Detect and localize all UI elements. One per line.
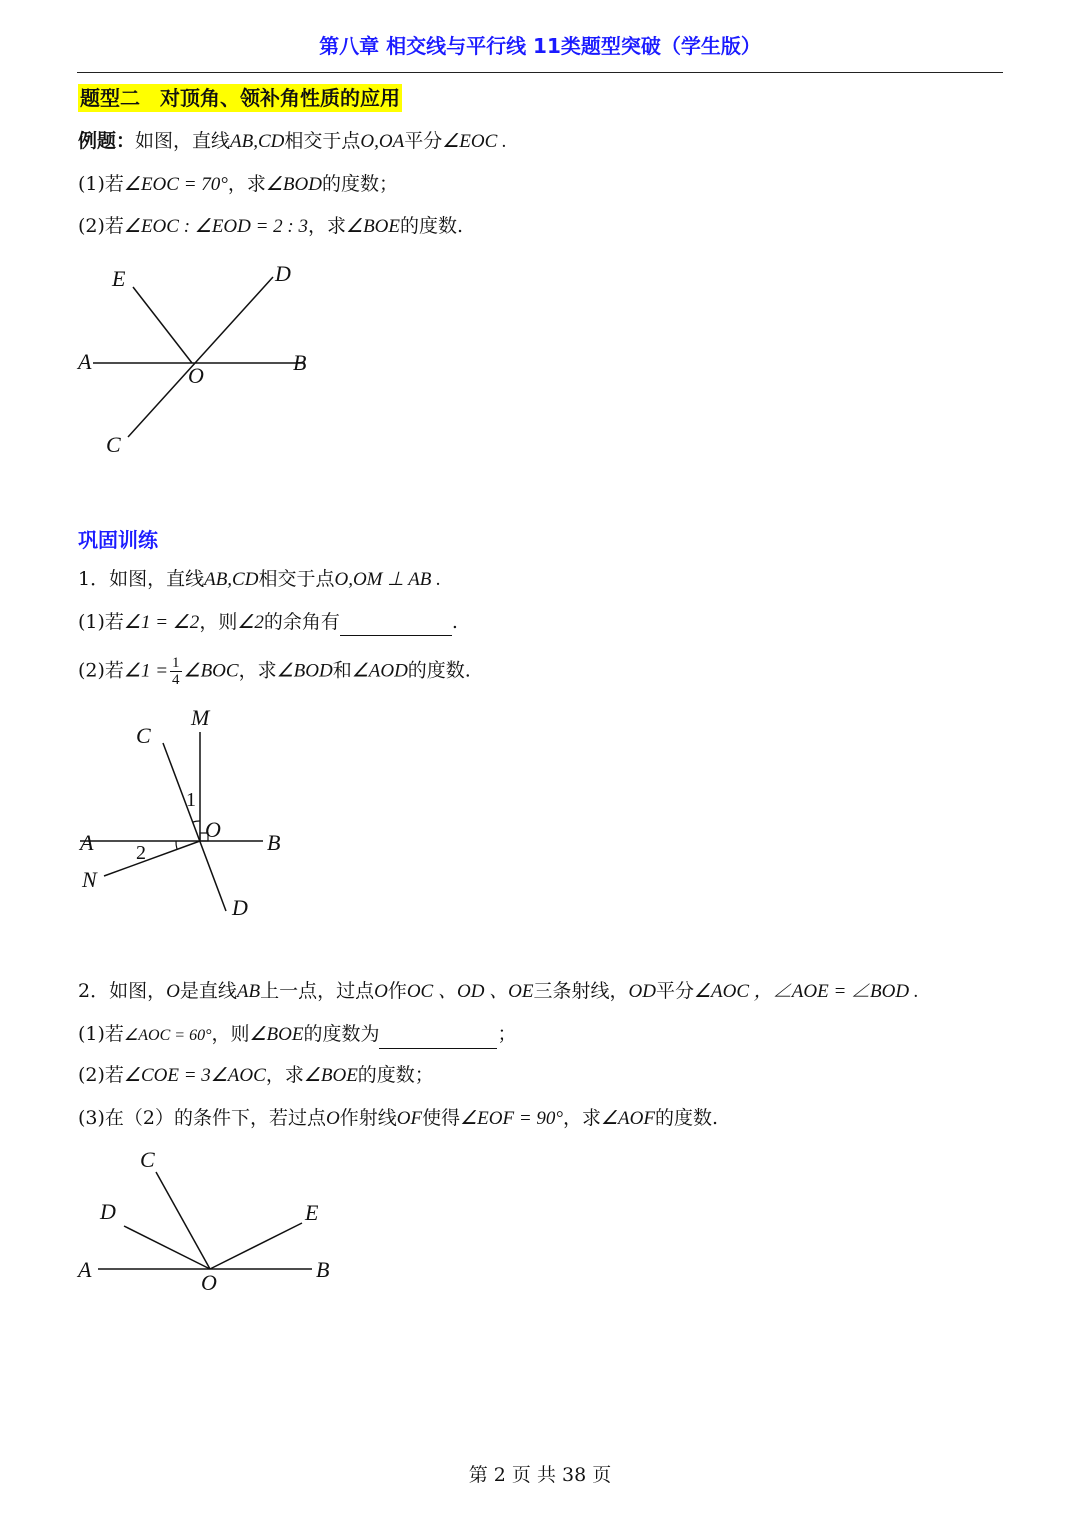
text: ，求	[227, 173, 266, 195]
label-b: B	[267, 830, 281, 855]
ray-oe	[210, 1223, 302, 1269]
fraction-one-quarter	[170, 655, 182, 688]
ray-oc	[156, 1172, 210, 1269]
header-divider	[77, 72, 1003, 73]
math: ∠AOC ，∠AOE = ∠BOD .	[693, 981, 919, 1002]
text: 使得	[422, 1107, 461, 1129]
math: ∠AOF	[601, 1108, 655, 1129]
problem-1-question-2	[78, 655, 471, 688]
label-a: A	[80, 830, 94, 855]
math: ∠EOF = 90°	[460, 1108, 563, 1129]
label-c: C	[106, 432, 121, 457]
example-figure	[60, 250, 360, 470]
problem-2-question-1	[78, 1021, 516, 1049]
label-b: B	[316, 1257, 330, 1282]
problem-1-stem	[78, 566, 441, 593]
text: 如图，直线	[135, 130, 231, 152]
text: (1)若	[78, 173, 124, 195]
page-header-title: 第八章 相交线与平行线 11类题型突破（学生版）	[319, 34, 761, 58]
math: ∠BOE	[346, 216, 400, 237]
answer-blank[interactable]	[379, 1026, 497, 1049]
text: 2．如图，	[78, 980, 167, 1002]
text: .	[451, 611, 458, 633]
ray-od	[124, 1226, 210, 1269]
math: ∠1 = ∠2	[123, 612, 200, 633]
text: (2)若	[78, 215, 124, 237]
text: 是直线	[179, 980, 237, 1002]
label-m: M	[191, 705, 210, 730]
math: O	[326, 1108, 340, 1129]
label-b: B	[293, 350, 307, 375]
label-o: O	[201, 1270, 217, 1295]
label-a: A	[78, 1257, 92, 1282]
math: ∠2	[237, 612, 264, 633]
text: 的度数；	[357, 1064, 434, 1086]
text: 相交于点	[284, 130, 361, 152]
math: AB,CD	[204, 569, 259, 590]
angle-1-label: 1	[186, 789, 196, 811]
math: ∠BOC	[183, 660, 239, 682]
text: ，求	[238, 659, 277, 682]
text: 的度数；	[321, 173, 398, 195]
text: ，求	[308, 215, 347, 237]
example-label: 例题：	[78, 130, 136, 152]
label-d: D	[275, 261, 291, 286]
angle-2-arc	[176, 841, 177, 849]
text: 作射线	[339, 1107, 397, 1129]
problem-1-question-1	[78, 609, 458, 636]
math: ∠BOE	[249, 1024, 304, 1045]
text: ，求	[265, 1064, 304, 1086]
text: 的度数为	[303, 1023, 380, 1045]
text: ，则	[211, 1023, 250, 1045]
label-d: D	[100, 1199, 116, 1224]
angle-1-arc	[193, 821, 200, 822]
text: 相交于点	[258, 568, 335, 590]
answer-blank[interactable]	[340, 613, 452, 636]
math: ∠AOC = 60°	[123, 1027, 212, 1044]
math: ∠AOD	[351, 660, 408, 682]
math: ∠BOD	[276, 660, 333, 682]
page-footer: 第 2 页 共 38 页	[468, 1464, 612, 1486]
label-d: D	[232, 895, 248, 920]
text: 和	[332, 659, 352, 682]
problem-1-figure	[60, 700, 320, 930]
math: ∠1 =	[123, 660, 169, 682]
math: OC 、OD 、OE	[406, 981, 534, 1002]
text: ；	[497, 1023, 517, 1045]
label-a: A	[78, 349, 92, 374]
label-e: E	[112, 266, 126, 291]
math: OF	[396, 1108, 423, 1129]
text: 的余角有	[263, 611, 340, 633]
label-c: C	[140, 1147, 155, 1172]
text: 三条射线，	[533, 980, 629, 1002]
text: 平分	[404, 130, 443, 152]
label-o: O	[205, 817, 221, 842]
fraction-denominator: 4	[172, 672, 180, 688]
text: (1)若	[78, 1023, 124, 1045]
problem-2-figure	[60, 1140, 360, 1300]
text: 的度数.	[654, 1107, 719, 1129]
text: 上一点，过点	[260, 980, 375, 1002]
math: OD	[628, 981, 656, 1002]
math: O,OA	[360, 131, 405, 152]
math: O	[374, 981, 388, 1002]
text: (1)若	[78, 611, 124, 633]
label-c: C	[136, 723, 151, 748]
math: AB,CD	[230, 131, 285, 152]
math: ∠COE = 3∠AOC	[123, 1065, 266, 1086]
text: ，求	[563, 1107, 602, 1129]
text: (2)若	[78, 659, 124, 682]
line-cd	[128, 277, 273, 437]
math: ∠EOC .	[442, 131, 507, 152]
practice-title: 巩固训练	[78, 528, 158, 552]
math: ∠EOC = 70°	[123, 174, 228, 195]
example-question-2	[78, 213, 463, 240]
problem-2-question-2	[78, 1062, 434, 1089]
example-question-1	[78, 171, 398, 198]
example-stem	[78, 128, 507, 155]
section-title: 题型二 对顶角、领补角性质的应用	[80, 86, 400, 110]
math: O,OM ⊥ AB .	[334, 569, 441, 590]
problem-2-stem	[78, 978, 919, 1005]
label-e: E	[305, 1200, 319, 1225]
problem-2-question-3	[78, 1105, 718, 1132]
text: (3)在（2）的条件下，若过点	[78, 1107, 327, 1129]
text: 的度数.	[407, 659, 471, 682]
label-n: N	[82, 867, 97, 892]
text: 的度数.	[400, 215, 464, 237]
math: ∠EOC : ∠EOD = 2 : 3	[123, 216, 309, 237]
fraction-numerator: 1	[172, 655, 180, 671]
text: 作	[387, 980, 407, 1002]
angle-2-label: 2	[136, 842, 146, 864]
text: 平分	[655, 980, 694, 1002]
ray-oe	[133, 287, 192, 363]
math: ∠BOD	[265, 174, 322, 195]
math: AB	[236, 981, 261, 1002]
text: ，则	[199, 611, 238, 633]
label-o: O	[188, 363, 204, 388]
text: 1．如图，直线	[78, 568, 205, 590]
text: (2)若	[78, 1064, 124, 1086]
math: O	[166, 981, 180, 1002]
math: ∠BOE	[303, 1065, 358, 1086]
ray-on	[104, 841, 200, 876]
